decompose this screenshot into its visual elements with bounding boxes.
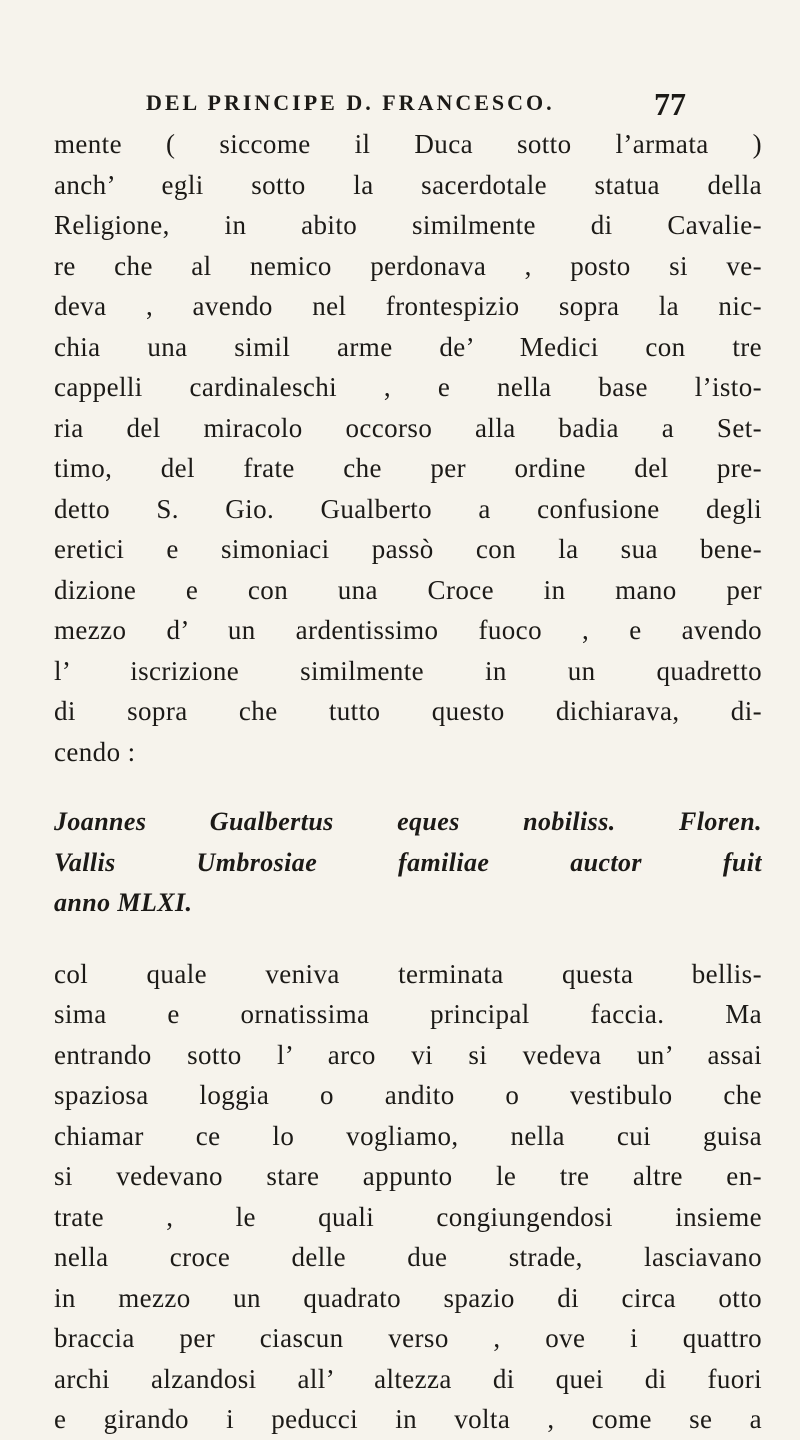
text-line: spaziosa loggia o andito o vestibulo che xyxy=(54,1080,762,1110)
text-line: chiamar ce lo vogliamo, nella cui guisa xyxy=(54,1120,762,1151)
text-line: trate , le quali congiungendosi insieme xyxy=(54,1201,762,1232)
inscription-line: anno MLXI. xyxy=(54,888,193,917)
text-line: eretici e simoniaci passò con la sua bene- xyxy=(54,534,762,564)
text-line: archi alzandosi all’ altezza di quei di fuori xyxy=(54,1363,762,1394)
text-line: detto S. Gio. Gualberto a confusione degli xyxy=(54,493,762,524)
text-line: mezzo d’ un ardentissimo fuoco , e avendo xyxy=(54,615,762,645)
text-line: mente ( siccome il Duca sotto l’armata ) xyxy=(54,129,762,159)
text-line: col quale veniva terminata questa bellis- xyxy=(54,958,762,989)
running-head: DEL PRINCIPE D. FRANCESCO. xyxy=(146,90,555,115)
text-line: re che al nemico perdonava , posto si ve- xyxy=(54,250,762,281)
text-line: Religione, in abito similmente di Cavalie- xyxy=(54,210,762,240)
text-line: si vedevano stare appunto le tre altre en- xyxy=(54,1161,762,1191)
inscription-line: Vallis Umbrosiae familiae auctor fuit xyxy=(54,847,762,877)
text-line: ria del miracolo occorso alla badia a Set- xyxy=(54,412,762,443)
page-body xyxy=(54,124,762,1440)
page-number: 77 xyxy=(654,86,686,122)
text-line: braccia per ciascun verso , ove i quattro xyxy=(54,1323,762,1353)
inscription-quote xyxy=(54,802,762,924)
page-header xyxy=(146,86,686,122)
inscription-line: Joannes Gualbertus eques nobiliss. Floren. xyxy=(54,807,762,836)
text-line: sima e ornatissima principal faccia. Ma xyxy=(54,999,762,1029)
text-line: dizione e con una Croce in mano per xyxy=(54,574,762,605)
text-line: nella croce delle due strade, lasciavano xyxy=(54,1242,762,1272)
text-line: timo, del frate che per ordine del pre- xyxy=(54,453,762,483)
text-line: l’ iscrizione similmente in un quadretto xyxy=(54,655,762,686)
spacer xyxy=(54,772,762,802)
text-line: entrando sotto l’ arco vi si vedeva un’ assai xyxy=(54,1039,762,1070)
text-line: di sopra che tutto questo dichiarava, di- xyxy=(54,696,762,726)
text-line: anch’ egli sotto la sacerdotale statua della xyxy=(54,169,762,200)
text-line: cendo : xyxy=(54,736,136,767)
paragraph-2 xyxy=(54,954,762,1440)
paragraph-1 xyxy=(54,124,762,772)
text-line: e girando i peducci in volta , come se a xyxy=(54,1404,762,1434)
text-line: cappelli cardinaleschi , e nella base l’isto- xyxy=(54,372,762,402)
text-line: chia una simil arme de’ Medici con tre xyxy=(54,331,762,362)
spacer xyxy=(54,924,762,954)
text-line: deva , avendo nel frontespizio sopra la nic- xyxy=(54,291,762,321)
text-line: in mezzo un quadrato spazio di circa otto xyxy=(54,1282,762,1313)
